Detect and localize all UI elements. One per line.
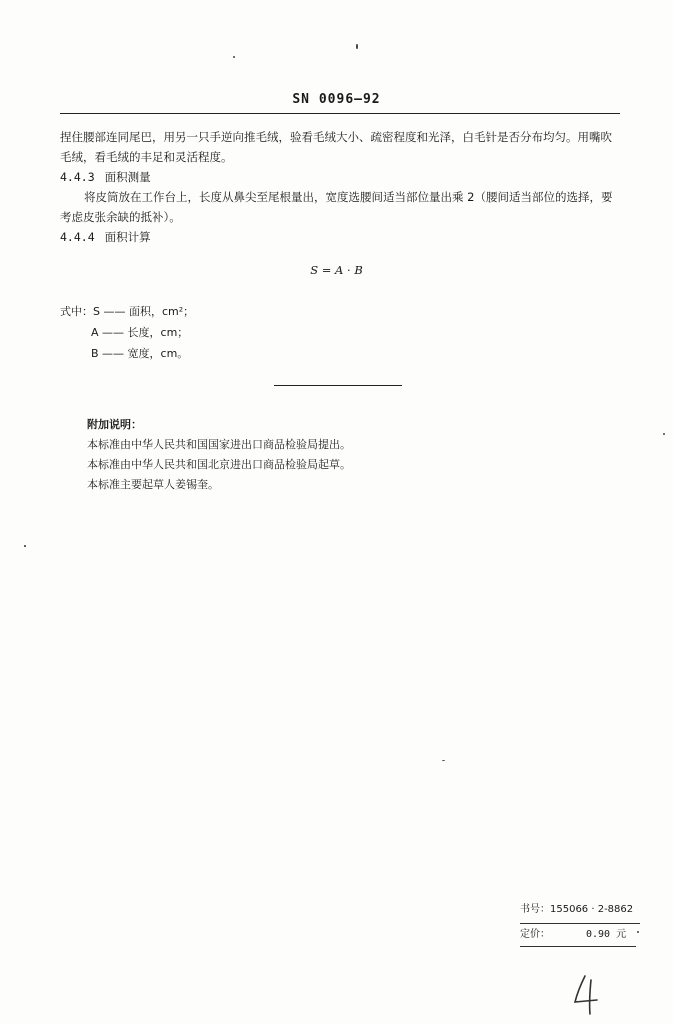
price-row — [520, 923, 640, 946]
legend-line-a: A —— 长度，cm； — [91, 326, 189, 339]
scan-speck — [442, 760, 445, 761]
section-number: 4.4.4 — [60, 230, 95, 244]
formula-legend — [60, 301, 194, 364]
paragraph-measure: 将皮筒放在工作台上，长度从鼻尖至尾根量出，宽度选腰间适当部位量出乘 2（腰间适当部位的选择，要考虑皮张余缺的抵补）。 — [60, 190, 613, 224]
area-formula: S = A · B — [310, 263, 363, 277]
addendum-line: 本标准由中华人民共和国北京进出口商品检验局起草。 — [87, 458, 351, 471]
header-rule — [60, 113, 620, 114]
handwritten-page-number — [571, 972, 607, 1016]
standard-code-header: SN 0096—92 — [292, 92, 381, 107]
scan-speck — [233, 56, 235, 58]
scan-speck — [356, 44, 358, 49]
section-title: 面积计算 — [104, 230, 151, 244]
publication-footer — [520, 899, 640, 947]
scan-speck — [663, 433, 665, 435]
legend-line-s: 式中：S —— 面积，cm²； — [60, 305, 195, 318]
paragraph-intro: 捏住腰部连同尾巴，用另一只手逆向推毛绒，验看毛绒大小、疏密程度和光泽，白毛针是否分布均匀。用嘴吹毛绒，看毛绒的丰足和灵活程度。 — [60, 130, 612, 164]
footer-rule — [520, 946, 636, 947]
price-label: 定价： — [520, 929, 550, 940]
price-value: 0.90 元 — [586, 929, 627, 940]
scan-speck — [637, 931, 639, 933]
section-title: 面积测量 — [104, 170, 151, 184]
body-section — [60, 127, 620, 247]
addendum-title: 附加说明： — [87, 418, 142, 431]
book-number: 书号：155066 · 2-8862 — [520, 904, 634, 915]
section-divider — [274, 385, 402, 386]
addendum-line: 本标准由中华人民共和国国家进出口商品检验局提出。 — [87, 438, 351, 451]
addendum-block — [87, 415, 351, 495]
scan-speck — [24, 545, 26, 547]
legend-line-b: B —— 宽度，cm。 — [91, 347, 189, 360]
section-heading-443 — [60, 167, 620, 187]
addendum-line: 本标准主要起草人姜锡奎。 — [87, 478, 219, 491]
section-number: 4.4.3 — [60, 170, 95, 184]
section-heading-444 — [60, 227, 620, 247]
